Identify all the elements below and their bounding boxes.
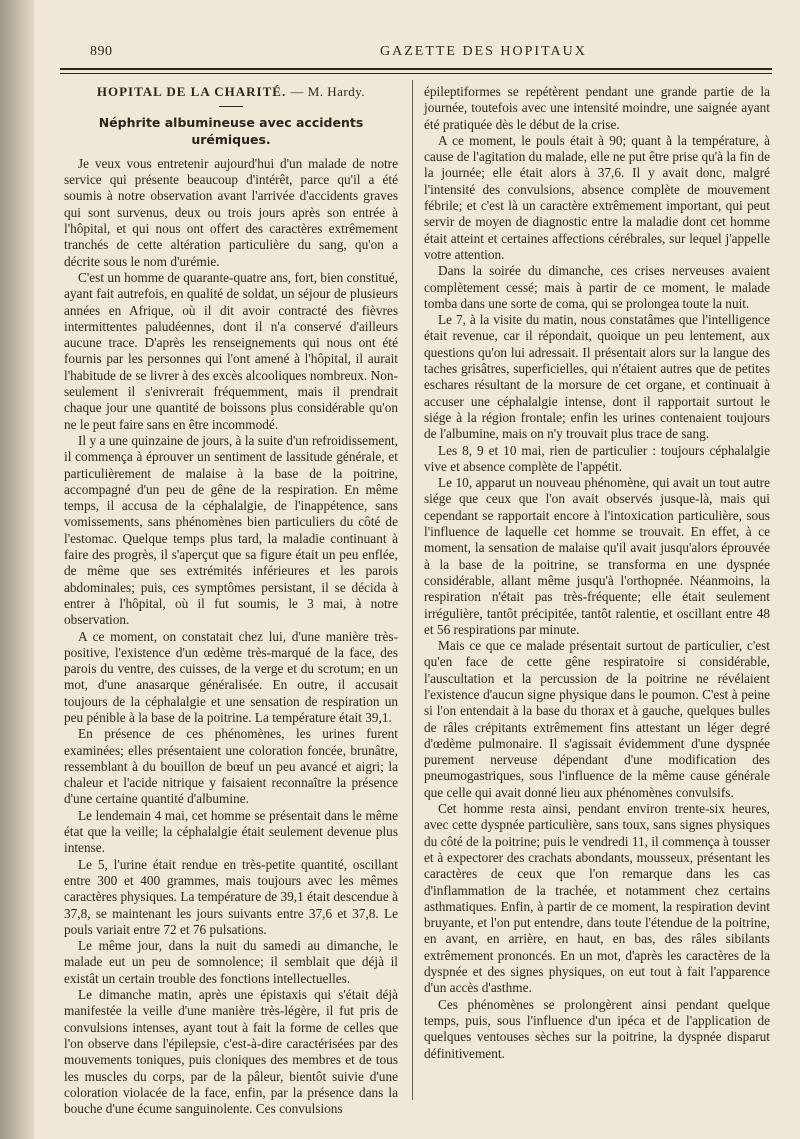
paragraph: C'est un homme de quarante-quatre ans, fort, bien constitué, ayant fait autrefois, en qualité de soldat, un séjour de plusieurs années en Afrique, où il dit avoir contracté des fièvres intermittentes paludéennes, dont il n'a conservé d'ailleurs aucune trace. D'après les renseignements qui nous ont été fournis par les personnes qui l'ont amené à l'hôpital, il aurait l'habitude de se livrer à des excès alcooliques nombreux. Non-seulement il s'enivrerait fréquemment, mais il prendrait chaque jour une quantité de boissons plus considérable qu'on ne le peut faire sans en être incommodé. (64, 269, 398, 432)
paragraph-continued: épileptiformes se repétèrent pendant une grande partie de la journée, toutefois avec une intensité moindre, une saignée ayant été pratiquée dès le début de la crise. (424, 84, 770, 132)
paragraph: Le dimanche matin, après une épistaxis qui s'était déjà manifestée la veille d'une manière très-légère, il fut pris de convulsions intenses, ayant tout à fait la forme de celles que l'on observe dans l'épilepsie, c'est-à-dire caractérisées par des mouvements toniques, puis cloniques des membres et de tous les muscles du corps, par de la pâleur, bientôt suivie d'une coloration violacée de la face, enfin, par la présence dans la bouche d'une écume sanguinolente. Ces convulsions (64, 987, 398, 1117)
paragraph: A ce moment, le pouls était à 90; quant à la température, à cause de l'agitation du malade, elle ne put être prise qu'à la fin de la journée; elle était alors à 37,6. Il y avait donc, malgré l'intensité des convulsions, absence complète de mouvement fébrile; et c'est là un caractère extrêmement important, qui peut servir de moyen de diagnostic entre la maladie dont cet homme était atteint et certaines affections cérébrales, sur lequel j'appelle votre attention. (424, 132, 770, 262)
heading-separator (219, 106, 243, 107)
paragraph: En présence de ces phénomènes, les urines furent examinées; elles présentaient une coloration foncée, brunâtre, ressemblant à du bouillon de bœuf un peu avancé et aigri; la chaleur et l'acide nitrique y faisaient reconnaître la présence d'une certaine quantité d'albumine. (64, 726, 398, 807)
header-rule-thin (60, 73, 772, 74)
paragraph: Le 5, l'urine était rendue en très-petite quantité, oscillant entre 300 et 400 grammes, mais toujours avec les mêmes caractères physiques. La température de 39,1 était descendue à 37,8, se maintenant les jours suivants entre 37,6 et 37,8. Le pouls variait entre 72 et 76 pulsations. (64, 856, 398, 937)
paragraph: Le 10, apparut un nouveau phénomène, qui avait un tout autre siége que ceux que l'on avait observés jusque-là, mais qui cependant se rapportait encore à l'intoxication particulière, sous l'influence de laquelle cet homme se trouvait. En effet, à ce moment, la sensation de malaise qu'il avait jusqu'alors éprouvée à la base de la poitrine, se transforma en une dyspnée considérable, allant même jusqu'à l'orthopnée. Néanmoins, la respiration n'était pas très-fréquente; elle était seulement irrégulière, tantôt précipitée, tantôt ralentie, et oscillant entre 48 et 56 respirations par minute. (424, 475, 770, 637)
paragraph: Il y a une quinzaine de jours, à la suite d'un refroidissement, il commença à éprouver un sentiment de lassitude générale, et particulièrement de malaise à la base de la poitrine, accompagné d'un peu de gêne de la respiration. En même temps, il accusa de la céphalalgie, de l'inappétence, sans vomissements, sans phénomènes bien particuliers du côté de l'estomac. Quelque temps plus tard, la maladie continuant à faire des progrès, il s'aperçut que sa figure était un peu enflée, de même que ses extrémités inférieures et les parois abdominales; puis, ces symptômes persistant, il se décida à entrer à l'hôpital, où il fut soumis, le 3 mai, à notre observation. (64, 432, 398, 628)
paragraph: Cet homme resta ainsi, pendant environ trente-six heures, avec cette dyspnée particulière, sans toux, sans signes physiques du côté de la poitrine; puis le vendredi 11, il commença à tousser et à expectorer des crachats abondants, mousseux, présentant les caractères de ceux que l'on remarque dans les cas d'inflammation de la trachée, et notamment chez certains asthmatiques. Enfin, à partir de ce moment, la respiration devint bruyante, et l'on put entendre, dans toute l'étendue de la poitrine, en avant, en arrière, en haut, en bas, des râles sibilants extrêmement prononcés. En un mot, d'après les caractères de la dyspnée et des signes physiques, on eut tout à fait l'apparence d'un accès d'asthme. (424, 801, 770, 996)
page-number: 890 (90, 44, 113, 59)
paragraph: Le même jour, dans la nuit du samedi au dimanche, le malade eut un peu de somnolence; il semblait que déjà il existât un certain trouble des fonctions intellectuelles. (64, 938, 398, 986)
paragraph: Je veux vous entretenir aujourd'hui d'un malade de notre service qui présente beaucoup d'intérêt, parce qu'il a été soumis à notre observation avant l'arrivée d'accidents graves qui sont survenus, deux ou trois jours après son entrée à l'hôpital, et qui nous ont offert des caractères extrêmement tranchés de cette altération particulière du sang, qu'on a décrite sous le nom d'urémie. (64, 155, 398, 269)
section-heading (64, 84, 398, 100)
paragraph: Mais ce que ce malade présentait surtout de particulier, c'est qu'en face de cette gêne respiratoire si considérable, l'auscultation et la percussion de la poitrine ne révélaient l'existence d'aucun signe physique dans le poumon. C'est à peine si l'on entendait à la base du thorax et à gauche, quelques bulles de râles crépitants extrêmement fins attestant un léger degré d'œdème pulmonaire. Il s'agissait évidemment d'une dyspnée purement nerveuse dépendant d'une modification des pneumogastriques, sous l'influence de la même cause générale que celle qui avait donné lieu aux phénomènes convulsifs. (424, 638, 770, 800)
paragraph: Dans la soirée du dimanche, ces crises nerveuses avaient complètement cessé; mais à partir de ce moment, le malade tomba dans une sorte de coma, qui se prolongea toute la nuit. (424, 263, 770, 311)
right-column (424, 84, 770, 1062)
paragraph: Les 8, 9 et 10 mai, rien de particulier : toujours céphalalgie vive et absence complète de l'appétit. (424, 442, 770, 474)
paragraph: Le 7, à la visite du matin, nous constatâmes que l'intelligence était revenue, car il répondait, quoique un peu lentement, aux questions qu'on lui adressait. Il présentait alors sur la langue des taches grisâtres, superficielles, qui n'étaient autres que de petites eschares résultant de la morsure de cet organe, et continuait à accuser une céphalalgie intense, dont il rapportait surtout le siége à la région frontale; enfin les urines contenaient toujours de l'albumine, mais on n'y trouvait plus trace de sang. (424, 312, 770, 442)
paragraph: Ces phénomènes se prolongèrent ainsi pendant quelque temps, puis, sous l'influence d'un ipéca et de l'application de quelques ventouses sèches sur la poitrine, la dyspnée disparut définitivement. (424, 996, 770, 1061)
hospital-name: HOPITAL DE LA CHARITÉ. (96, 84, 287, 99)
author-name: — M. Hardy. (290, 84, 366, 99)
header-rule-thick (60, 68, 772, 70)
left-column (64, 80, 398, 1117)
column-divider (412, 80, 413, 1100)
article-title: Néphrite albumineuse avec accidents urémiques. (98, 115, 364, 147)
paragraph: Le lendemain 4 mai, cet homme se présentait dans le même état que la veille; la céphalalgie était seulement devenue plus intense. (64, 807, 398, 856)
paragraph: A ce moment, on constatait chez lui, d'une manière très-positive, l'existence d'un œdème très-marqué de la face, des parois du ventre, des cuisses, de la verge et du scrotum; en un mot, d'une anasarque généralisée. En outre, il accusait toujours de la céphalalgie et une sensation de respiration un peu pénible à la base de la poitrine. La température était 39,1. (64, 628, 398, 725)
page-edge-shadow (0, 0, 34, 1139)
running-title: GAZETTE DES HOPITAUX (380, 44, 587, 59)
